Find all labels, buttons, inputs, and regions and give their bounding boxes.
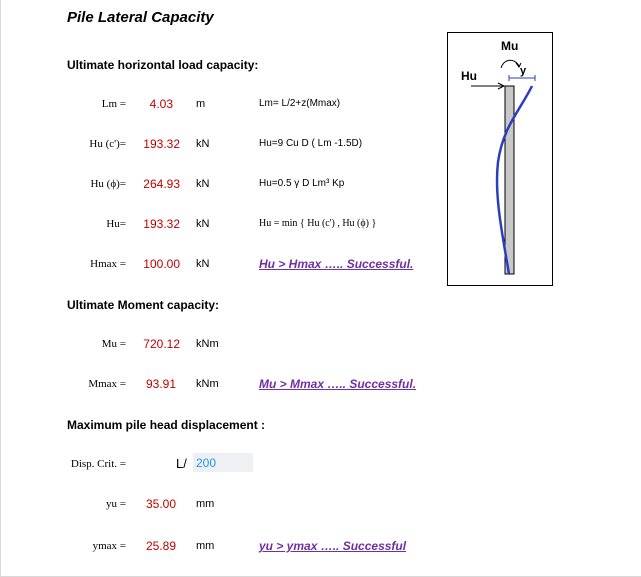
section-displacement: Maximum pile head displacement : [67, 418, 266, 432]
hmax-value[interactable]: 100.00 [143, 257, 180, 271]
ymax-label: ymax = [92, 540, 126, 552]
hu-formula: Hu = min { Hu (c') , Hu (ϕ) } [259, 218, 377, 229]
ymax-value[interactable]: 25.89 [145, 539, 176, 553]
yu-unit: mm [196, 498, 215, 510]
section-moment: Ultimate Moment capacity: [67, 298, 220, 312]
mmax-check-link[interactable]: Mu > Mmax ….. Successful. [259, 377, 417, 391]
hu-c-label: Hu (c')= [89, 138, 126, 150]
disp-crit-label: Disp. Crit. = [70, 458, 126, 470]
hu-value[interactable]: 193.32 [143, 217, 180, 231]
lm-label: Lm = [101, 98, 126, 110]
mmax-unit: kNm [196, 378, 219, 390]
mmax-value[interactable]: 93.91 [145, 377, 176, 391]
ymax-unit: mm [196, 540, 215, 552]
mu-label: Mu = [101, 338, 126, 350]
disp-crit-value[interactable]: 200 [196, 456, 217, 470]
y-diagram-label: y [520, 65, 527, 77]
hu-c-formula: Hu=9 Cu D ( Lm -1.5D) [259, 138, 363, 149]
yu-value[interactable]: 35.00 [145, 497, 176, 511]
mu-value[interactable]: 720.12 [143, 337, 180, 351]
hu-phi-unit: kN [196, 178, 210, 190]
hu-phi-formula: Hu=0.5 γ D Lm³ Kp [259, 178, 345, 189]
mmax-label: Mmax = [88, 378, 126, 390]
mu-diagram-label: Mu [501, 39, 519, 53]
lm-formula: Lm= L/2+z(Mmax) [259, 98, 341, 109]
left-gridline [0, 0, 1, 577]
pile-shaft [505, 86, 514, 274]
page-title: Pile Lateral Capacity [67, 9, 214, 26]
lm-value[interactable]: 4.03 [149, 97, 173, 111]
lm-unit: m [196, 98, 206, 110]
hmax-unit: kN [196, 258, 210, 270]
hmax-label: Hmax = [90, 258, 126, 270]
hu-unit: kN [196, 218, 210, 230]
hu-phi-value[interactable]: 264.93 [143, 177, 180, 191]
mu-unit: kNm [196, 338, 219, 350]
hmax-check-link[interactable]: Hu > Hmax ….. Successful. [259, 257, 414, 271]
hu-c-unit: kN [196, 138, 210, 150]
section-horizontal-load: Ultimate horizontal load capacity: [67, 58, 259, 72]
ymax-check-link[interactable]: yu > ymax ….. Successful [259, 539, 407, 553]
hu-c-value[interactable]: 193.32 [143, 137, 180, 151]
hu-label: Hu= [106, 218, 126, 230]
yu-label: yu = [106, 498, 126, 510]
hu-diagram-label: Hu [461, 69, 477, 83]
hu-phi-label: Hu (ϕ)= [90, 178, 126, 190]
disp-crit-prefix: L/ [176, 456, 187, 471]
